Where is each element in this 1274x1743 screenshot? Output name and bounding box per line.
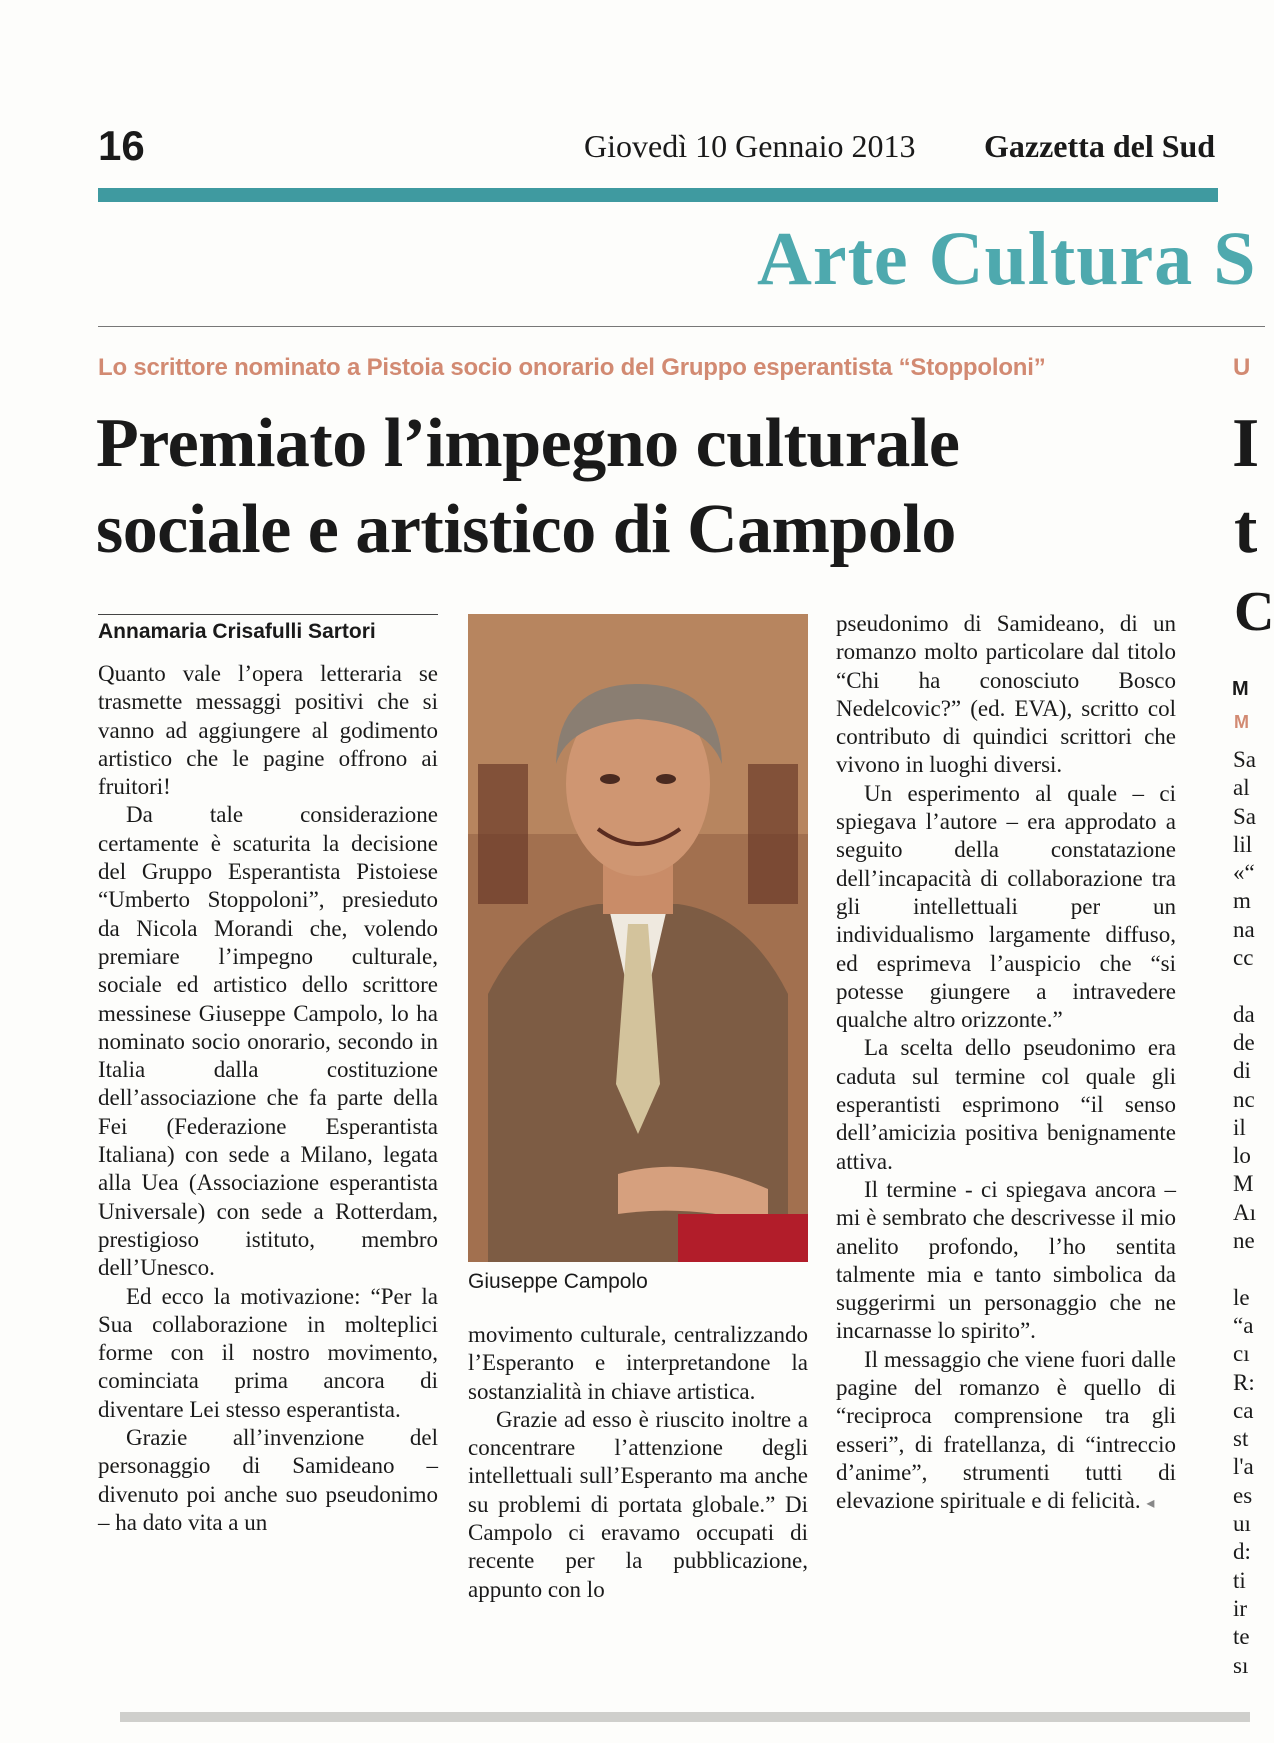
next-article-line: l'a bbox=[1233, 1454, 1254, 1480]
next-article-line bbox=[1233, 1255, 1265, 1283]
next-article-headline: t bbox=[1234, 491, 1258, 568]
next-article-line bbox=[1233, 972, 1265, 1000]
next-article-line: ca bbox=[1233, 1397, 1254, 1423]
page-number: 16 bbox=[98, 122, 145, 169]
next-article-line: ti bbox=[1233, 1567, 1246, 1593]
next-article-subhead: M bbox=[1234, 712, 1249, 732]
next-article-line: na bbox=[1233, 916, 1255, 942]
next-article-line: es bbox=[1233, 1482, 1253, 1508]
issue-date: Giovedì 10 Gennaio 2013 bbox=[584, 128, 916, 164]
paragraph: Da tale considerazione certamente è scaturita la decisione del Gruppo Esperantista Pistoiese “Umberto Stoppoloni”, presieduto da Nicola Morandi che, volendo premiare l’impegno culturale, sociale ed artistico dello scrittore messinese Giuseppe Campolo, lo ha nominato socio onorario, secondo in Italia dalla costituzione dell’associazione che fa parte della Fei (Federazione Esperantista Italiana) con sede a Milano, legata alla Uea (Associazione esperantista Universale) con sede a Rotterdam, prestigioso istituto, membro dell’Unesco. bbox=[98, 802, 438, 1281]
next-article-headline: C bbox=[1234, 581, 1274, 643]
next-article-line: “a bbox=[1233, 1312, 1254, 1338]
paragraph: Quanto vale l’opera letteraria se trasmette messaggi positivi che si vanno ad aggiungere al godimento artistico che le pagine offrono ai fruitori! bbox=[98, 661, 438, 800]
next-article-line: Sa bbox=[1233, 747, 1256, 772]
end-mark-icon: ◂ bbox=[1146, 1495, 1155, 1513]
next-article-line: R: bbox=[1233, 1369, 1255, 1395]
next-article-line: sı bbox=[1233, 1652, 1249, 1678]
next-article-line: Aı bbox=[1233, 1199, 1256, 1225]
next-article-line: st bbox=[1233, 1426, 1249, 1452]
next-article-line: M bbox=[1233, 1171, 1254, 1197]
next-article-kicker: U bbox=[1233, 354, 1251, 381]
next-article-line: de bbox=[1233, 1029, 1255, 1055]
paragraph bbox=[836, 1346, 1176, 1519]
footer-band bbox=[120, 1712, 1250, 1722]
article-column-2 bbox=[468, 1321, 808, 1604]
article-kicker: Lo scrittore nominato a Pistoia socio onorario del Gruppo esperantista “Stoppoloni” bbox=[98, 354, 1046, 381]
next-article-line: di bbox=[1233, 1058, 1251, 1084]
photo-caption: Giuseppe Campolo bbox=[468, 1270, 648, 1293]
paragraph: pseudonimo di Samideano, di un romanzo molto particolare dal titolo “Chi ha conosciuto Bosco Nedelcovic?” (ed. EVA), scritto col contributo di quindici scrittori che vivono in luoghi diversi. bbox=[836, 611, 1176, 778]
author-photo bbox=[468, 614, 808, 1262]
paragraph: movimento culturale, centralizzando l’Esperanto e interpretandone la sostanzialità in chiave artistica. bbox=[468, 1322, 808, 1404]
next-article-line: uı bbox=[1233, 1511, 1251, 1537]
paragraph: Un esperimento al quale – ci spiegava l’autore – era approdato a seguito della constatazione dell’incapacità di collaborazione tra gli intellettuali per un individualismo largamente diffuso, ed esprimeva l’auspicio che “si potesse giungere a intravedere qualche altro orizzonte.” bbox=[836, 780, 1176, 1033]
next-article-line: da bbox=[1233, 1001, 1255, 1027]
next-article-headline: I bbox=[1232, 405, 1260, 482]
paragraph: Grazie all’invenzione del personaggio di Samideano – divenuto poi anche suo pseudonimo – ha dato vita a un bbox=[98, 1425, 438, 1535]
next-article-text bbox=[1233, 746, 1265, 1680]
byline: Annamaria Crisafulli Sartori bbox=[98, 620, 376, 643]
next-article-line: «“ bbox=[1233, 860, 1255, 886]
section-title: Arte Cultura S bbox=[757, 217, 1257, 301]
next-article-line: Sa bbox=[1233, 803, 1256, 829]
next-article-line: d: bbox=[1233, 1539, 1251, 1565]
next-article-line: cc bbox=[1233, 945, 1254, 971]
next-article-line: ir bbox=[1233, 1595, 1248, 1621]
next-article-line: nc bbox=[1233, 1086, 1255, 1112]
portrait-illustration bbox=[468, 614, 808, 1262]
next-article-line: cı bbox=[1233, 1341, 1250, 1367]
paragraph: Ed ecco la motivazione: “Per la Sua collaborazione in molteplici forme con il nostro movimento, cominciata prima ancora di diventare Lei stesso esperantista. bbox=[98, 1283, 438, 1422]
byline-rule bbox=[98, 614, 438, 615]
article-column-1 bbox=[98, 660, 438, 1537]
next-article-line: lo bbox=[1233, 1143, 1251, 1169]
article-column-3 bbox=[836, 610, 1176, 1519]
next-article-line: ne bbox=[1233, 1228, 1255, 1254]
paragraph-text: Il messaggio che viene fuori dalle pagine del romanzo è quello di “reciproca comprensione tra gli esseri”, di fratellanza, di “intreccio d’anime”, strumenti tutti di elevazione spirituale e di felicità. bbox=[836, 1346, 1176, 1514]
paragraph: Grazie ad esso è riuscito inoltre a concentrare l’attenzione degli intellettuali sull’Esperanto ma anche su problemi di portata globale.” Di Campolo ci eravamo occupati di recente per la pubblicazione, appunto con lo bbox=[468, 1406, 808, 1602]
headline-line-1: Premiato l’impegno culturale bbox=[96, 405, 960, 482]
newspaper-name: Gazzetta del Sud bbox=[984, 128, 1216, 164]
next-article-line: m bbox=[1233, 888, 1251, 914]
header-band bbox=[98, 188, 1218, 202]
next-article-line: le bbox=[1233, 1284, 1250, 1310]
paragraph: La scelta dello pseudonimo era caduta sul termine col quale gli esperantisti esprimono “il senso dell’amicizia positiva benignamente attiva. bbox=[836, 1035, 1176, 1174]
next-article-byline: M bbox=[1232, 678, 1249, 700]
next-article-line: te bbox=[1233, 1624, 1250, 1650]
divider bbox=[98, 326, 1265, 327]
paragraph: Il termine - ci spiegava ancora – mi è sembrato che descrivesse il mio anelito profondo, l’ho sentita talmente mia e tanto simbolica da suggerirmi un personaggio che ne incarnasse lo spirito”. bbox=[836, 1176, 1176, 1344]
next-article-line: al bbox=[1233, 775, 1250, 801]
next-article-line: lil bbox=[1233, 831, 1253, 857]
headline-line-2: sociale e artistico di Campolo bbox=[96, 491, 956, 568]
next-article-line: il bbox=[1233, 1114, 1246, 1140]
